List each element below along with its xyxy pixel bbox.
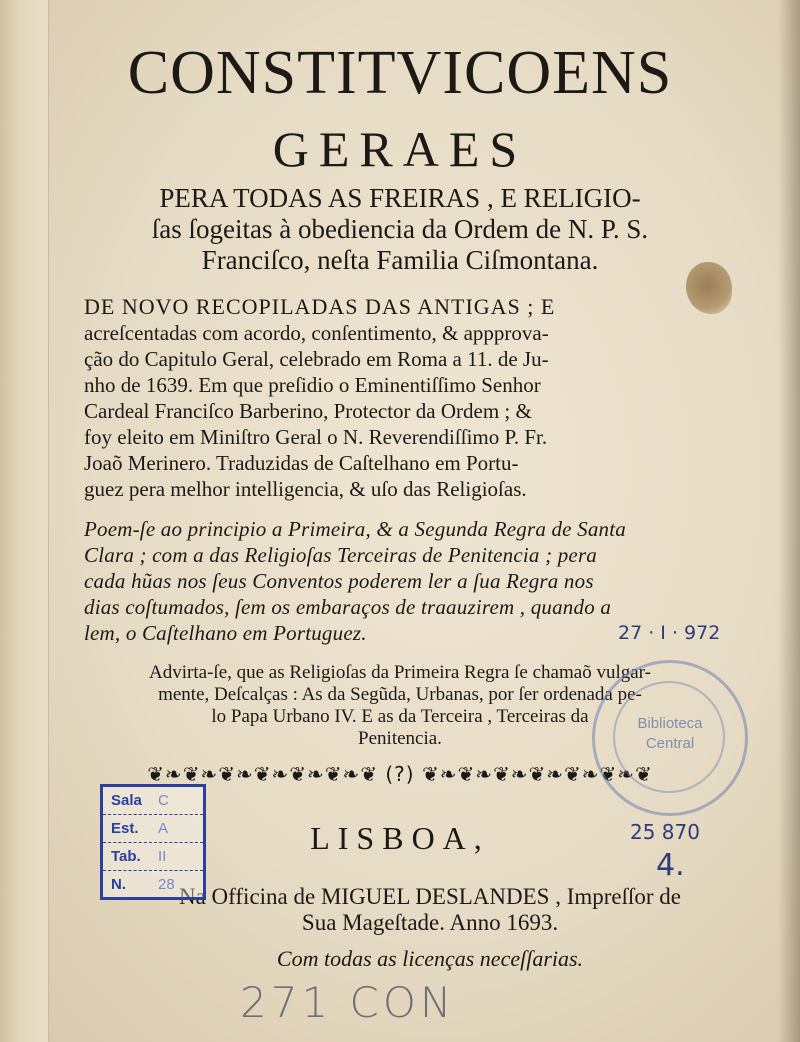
subheading-line: PERA TODAS AS FREIRAS , E RELIGIO- bbox=[159, 183, 641, 213]
label-value: A bbox=[158, 820, 169, 837]
paragraph-line: acreſcentadas com acordo, conſentimento, & appprova- bbox=[84, 321, 549, 345]
label-value: C bbox=[158, 792, 169, 809]
imprint-line: Na Officina de MIGUEL DESLANDES , Impreſſor de bbox=[178, 884, 682, 909]
handwritten-mark: 4. bbox=[656, 848, 685, 883]
paragraph-line: Cardeal Franciſco Barberino, Protector da Ordem ; & bbox=[84, 399, 532, 423]
handwritten-date: 27 · I · 972 bbox=[618, 622, 721, 644]
printer-imprint bbox=[150, 884, 710, 936]
handwritten-shelfmark: 271 CON bbox=[240, 978, 456, 1027]
imprint-city: LISBOA, bbox=[310, 820, 490, 856]
title-line-1: CONSTITVICOENS bbox=[127, 39, 673, 107]
label-key: Tab. bbox=[111, 848, 141, 865]
title-line-2: GERAES bbox=[272, 121, 528, 177]
paragraph-line: cada hũas nos ſeus Conventos poderem ler a ſua Regra nos bbox=[84, 569, 594, 593]
label-key: Sala bbox=[111, 792, 142, 809]
library-location-label bbox=[100, 784, 206, 900]
paragraph-line: Penitencia. bbox=[358, 728, 442, 749]
imprint-line: Sua Mageſtade. Anno 1693. bbox=[301, 910, 559, 935]
paragraph-line: guez pera melhor intelligencia, & uſo das Religioſas. bbox=[84, 477, 527, 501]
paragraph-line: dias coſtumados, ſem os embaraços de traauzirem , quando a bbox=[84, 595, 612, 619]
label-value: 28 bbox=[158, 876, 175, 893]
licence-line: Com todas as licenças neceſſarias. bbox=[276, 946, 584, 971]
compilation-paragraph bbox=[84, 294, 712, 502]
ornament-rule: ❦❧❦❧❦❧❦❧❦❧❦❧❦ (?) ❦❧❦❧❦❧❦❧❦❧❦❧❦ bbox=[147, 762, 653, 786]
label-key: N. bbox=[111, 876, 126, 893]
library-stamp bbox=[592, 660, 748, 816]
paragraph-line: foy eleito em Miniſtro Geral o N. Reverendiſſimo P. Fr. bbox=[84, 425, 548, 449]
label-row bbox=[103, 815, 203, 843]
paragraph-line: mente, Deſcalças : As da Segũda, Urbanas, por ſer ordenada pe- bbox=[158, 684, 642, 705]
stamp-text: Biblioteca bbox=[637, 715, 703, 732]
paragraph-line: lem, o Caſtelhano em Portuguez. bbox=[84, 621, 367, 645]
subheading bbox=[60, 183, 740, 276]
label-row bbox=[103, 787, 203, 815]
label-row bbox=[103, 843, 203, 871]
paragraph-line: Joaõ Merinero. Traduzidas de Caſtelhano em Portu- bbox=[84, 451, 519, 475]
page-gutter bbox=[0, 0, 49, 1042]
subheading-line: ſas ſogeitas à obediencia da Ordem de N. P. S. bbox=[151, 214, 649, 244]
paragraph-line: Poem-ſe ao principio a Primeira, & a Segunda Regra de Santa bbox=[84, 517, 626, 541]
paragraph-line: nho de 1639. Em que preſidio o Eminentiſſimo Senhor bbox=[84, 373, 541, 397]
paragraph-line: lo Papa Urbano IV. E as da Terceira , Terceiras da bbox=[211, 706, 589, 727]
stamp-text: Central bbox=[645, 735, 695, 752]
label-key: Est. bbox=[111, 820, 139, 837]
paragraph-line: Advirta-ſe, que as Religioſas da Primeira Regra ſe chamaõ vulgar- bbox=[149, 662, 651, 683]
paragraph-line: ção do Capitulo Geral, celebrado em Roma a 11. de Ju- bbox=[84, 347, 549, 371]
label-value: II bbox=[158, 848, 167, 865]
paragraph-caps-line: DE NOVO RECOPILADAS DAS ANTIGAS ; E bbox=[84, 294, 556, 319]
paragraph-line: Clara ; com a das Religioſas Terceiras de Penitencia ; pera bbox=[84, 543, 598, 567]
label-row bbox=[103, 871, 203, 898]
handwritten-accession-number: 25 870 bbox=[630, 820, 700, 844]
subheading-line: Franciſco, neſta Familia Ciſmontana. bbox=[201, 245, 599, 275]
page-edge-shadow bbox=[778, 0, 800, 1042]
